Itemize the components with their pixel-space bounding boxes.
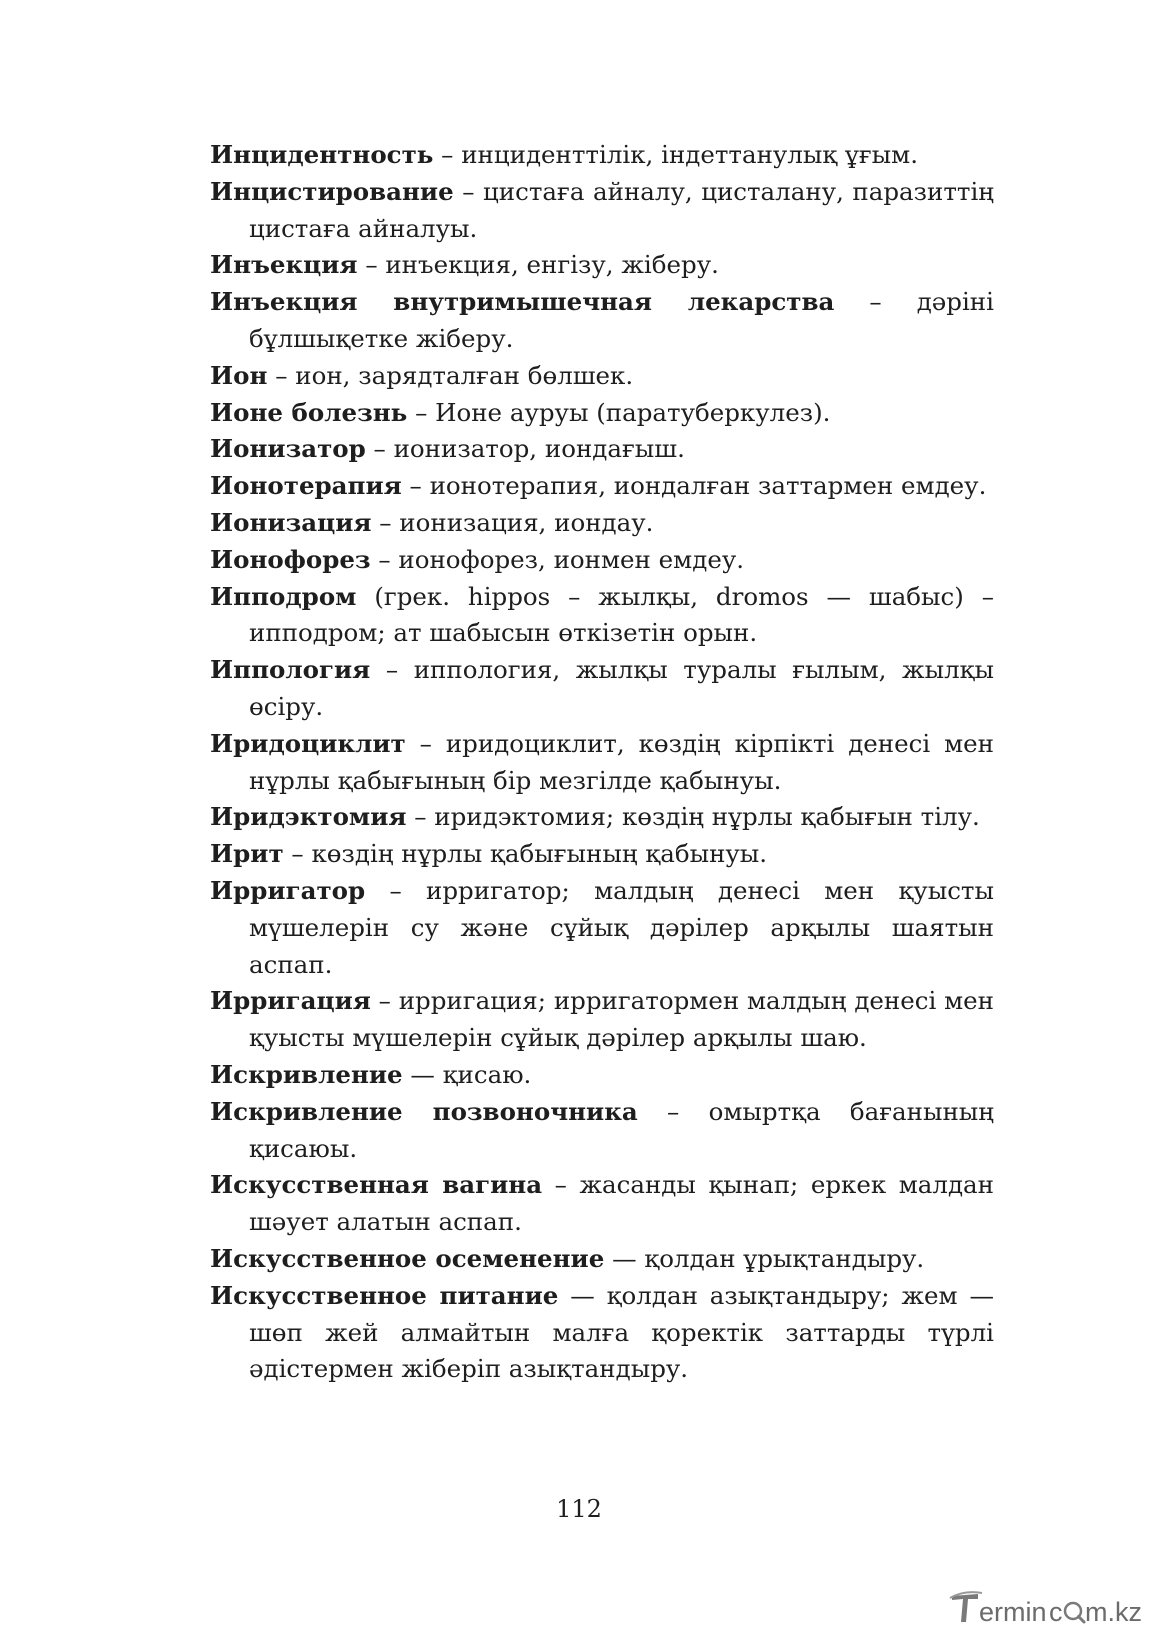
watermark-logo bbox=[948, 1588, 1148, 1628]
entry-term: Искривление позвоночника bbox=[210, 1096, 638, 1126]
dictionary-entry bbox=[210, 836, 994, 873]
svg-text:m.kz: m.kz bbox=[1085, 1597, 1142, 1627]
entry-term: Инъекция bbox=[210, 250, 358, 280]
dictionary-entry bbox=[210, 137, 994, 174]
dictionary-entry bbox=[210, 284, 994, 358]
entry-term: Ионофорез bbox=[210, 544, 371, 574]
dictionary-entry bbox=[210, 358, 994, 395]
dictionary-entry bbox=[210, 395, 994, 432]
dictionary-entry bbox=[210, 652, 994, 726]
entry-term: Инцистирование bbox=[210, 176, 454, 206]
dictionary-entry bbox=[210, 873, 994, 983]
entry-definition: – омыртқа бағанының қисаюы. bbox=[249, 1096, 994, 1163]
entry-term: Иппология bbox=[210, 655, 371, 685]
entry-term: Иридэктомия bbox=[210, 802, 407, 832]
dictionary-entry bbox=[210, 174, 994, 248]
entry-term: Ирит bbox=[210, 839, 284, 869]
entry-definition: – дәріні бұлшықетке жіберу. bbox=[249, 287, 994, 353]
entry-term: Ионизация bbox=[210, 507, 372, 537]
entry-definition: – цистаға айналу, цисталану, паразиттің цистаға айналуы. bbox=[249, 176, 994, 243]
entry-definition: – ионотерапия, иондалған заттармен емдеу. bbox=[401, 471, 987, 501]
dictionary-entry bbox=[210, 1167, 994, 1241]
entry-definition: – иридоциклит, көздің кірпікті денесі мен нұрлы қабығының бір мезгілде қабынуы. bbox=[249, 728, 994, 795]
entry-list bbox=[210, 137, 994, 1388]
dictionary-entry bbox=[210, 247, 994, 284]
entry-term: Ирригатор bbox=[210, 875, 366, 905]
dictionary-entry bbox=[210, 1278, 994, 1388]
entry-term: Ипподром bbox=[210, 581, 357, 611]
entry-definition: – ионофорез, ионмен емдеу. bbox=[370, 544, 745, 574]
entry-definition: — қисаю. bbox=[402, 1059, 532, 1089]
entry-term: Искривление bbox=[210, 1059, 403, 1089]
dictionary-entry bbox=[210, 431, 994, 468]
entry-definition: – жасанды қынап; еркек малдан шәует алатын аспап. bbox=[249, 1170, 994, 1237]
entry-definition: – көздің нұрлы қабығының қабынуы. bbox=[283, 839, 768, 869]
entry-term: Инъекция внутримышечная лекарства bbox=[210, 287, 835, 317]
entry-term: Ионе болезнь bbox=[210, 397, 408, 427]
svg-text:c: c bbox=[1049, 1597, 1063, 1627]
entry-definition: – иппология, жылқы туралы ғылым, жылқы өсіру. bbox=[249, 655, 994, 721]
dictionary-entry bbox=[210, 983, 994, 1057]
entry-term: Ирригация bbox=[210, 986, 371, 1016]
entry-term: Искусственное осеменение bbox=[210, 1243, 605, 1273]
entry-definition: – инъекция, енгізу, жіберу. bbox=[357, 250, 719, 280]
entry-definition: — қолдан ұрықтандыру. bbox=[604, 1243, 925, 1273]
entry-term: Ионизатор bbox=[210, 434, 366, 464]
entry-definition: – иридэктомия; көздің нұрлы қабығын тілу. bbox=[406, 802, 980, 832]
entry-term: Искусственная вагина bbox=[210, 1170, 543, 1200]
entry-term: Искусственное питание bbox=[210, 1280, 559, 1310]
dictionary-entry bbox=[210, 799, 994, 836]
dictionary-entry bbox=[210, 579, 994, 653]
dictionary-entry bbox=[210, 1094, 994, 1168]
entry-term: Ион bbox=[210, 360, 268, 390]
dictionary-entry bbox=[210, 468, 994, 505]
entry-definition: – ионизатор, иондағыш. bbox=[365, 434, 685, 464]
entry-definition: — қолдан азықтандыру; жем — шөп жей алмайтын малға қоректік заттарды түрлі әдістермен жіберіп азықтандыру. bbox=[249, 1280, 994, 1384]
entry-definition: – ионизация, иондау. bbox=[371, 507, 654, 537]
entry-term: Инцидентность bbox=[210, 140, 434, 169]
page-number: 112 bbox=[556, 1495, 602, 1523]
svg-text:ermin: ermin bbox=[979, 1597, 1047, 1627]
dictionary-entry bbox=[210, 542, 994, 579]
dictionary-entry bbox=[210, 1241, 994, 1278]
magnifier-icon bbox=[1065, 1603, 1084, 1622]
entry-definition: – инциденттілік, індеттанулық ұғым. bbox=[433, 140, 919, 169]
entry-definition: – ирригация; ирригатормен малдың денесі мен қуысты мүшелерін сұйық дәрілер арқылы шаю. bbox=[249, 986, 994, 1053]
watermark-logo-graphic bbox=[948, 1588, 1148, 1628]
entry-definition: – Ионе ауруы (паратуберкулез). bbox=[407, 397, 831, 427]
entry-definition: – ирригатор; малдың денесі мен қуысты мүшелерін су және сұйық дәрілер арқылы шаятын аспап. bbox=[249, 875, 994, 979]
entry-term: Ионотерапия bbox=[210, 471, 402, 501]
entry-definition: – ион, зарядталған бөлшек. bbox=[267, 360, 634, 390]
dictionary-entry bbox=[210, 726, 994, 800]
dictionary-entry bbox=[210, 1057, 994, 1094]
entry-term: Иридоциклит bbox=[210, 728, 406, 758]
dictionary-entry bbox=[210, 505, 994, 542]
entry-definition: (грек. hippos – жылқы, dromos — шабыс) – ипподром; ат шабысын өткізетін орын. bbox=[249, 581, 994, 648]
